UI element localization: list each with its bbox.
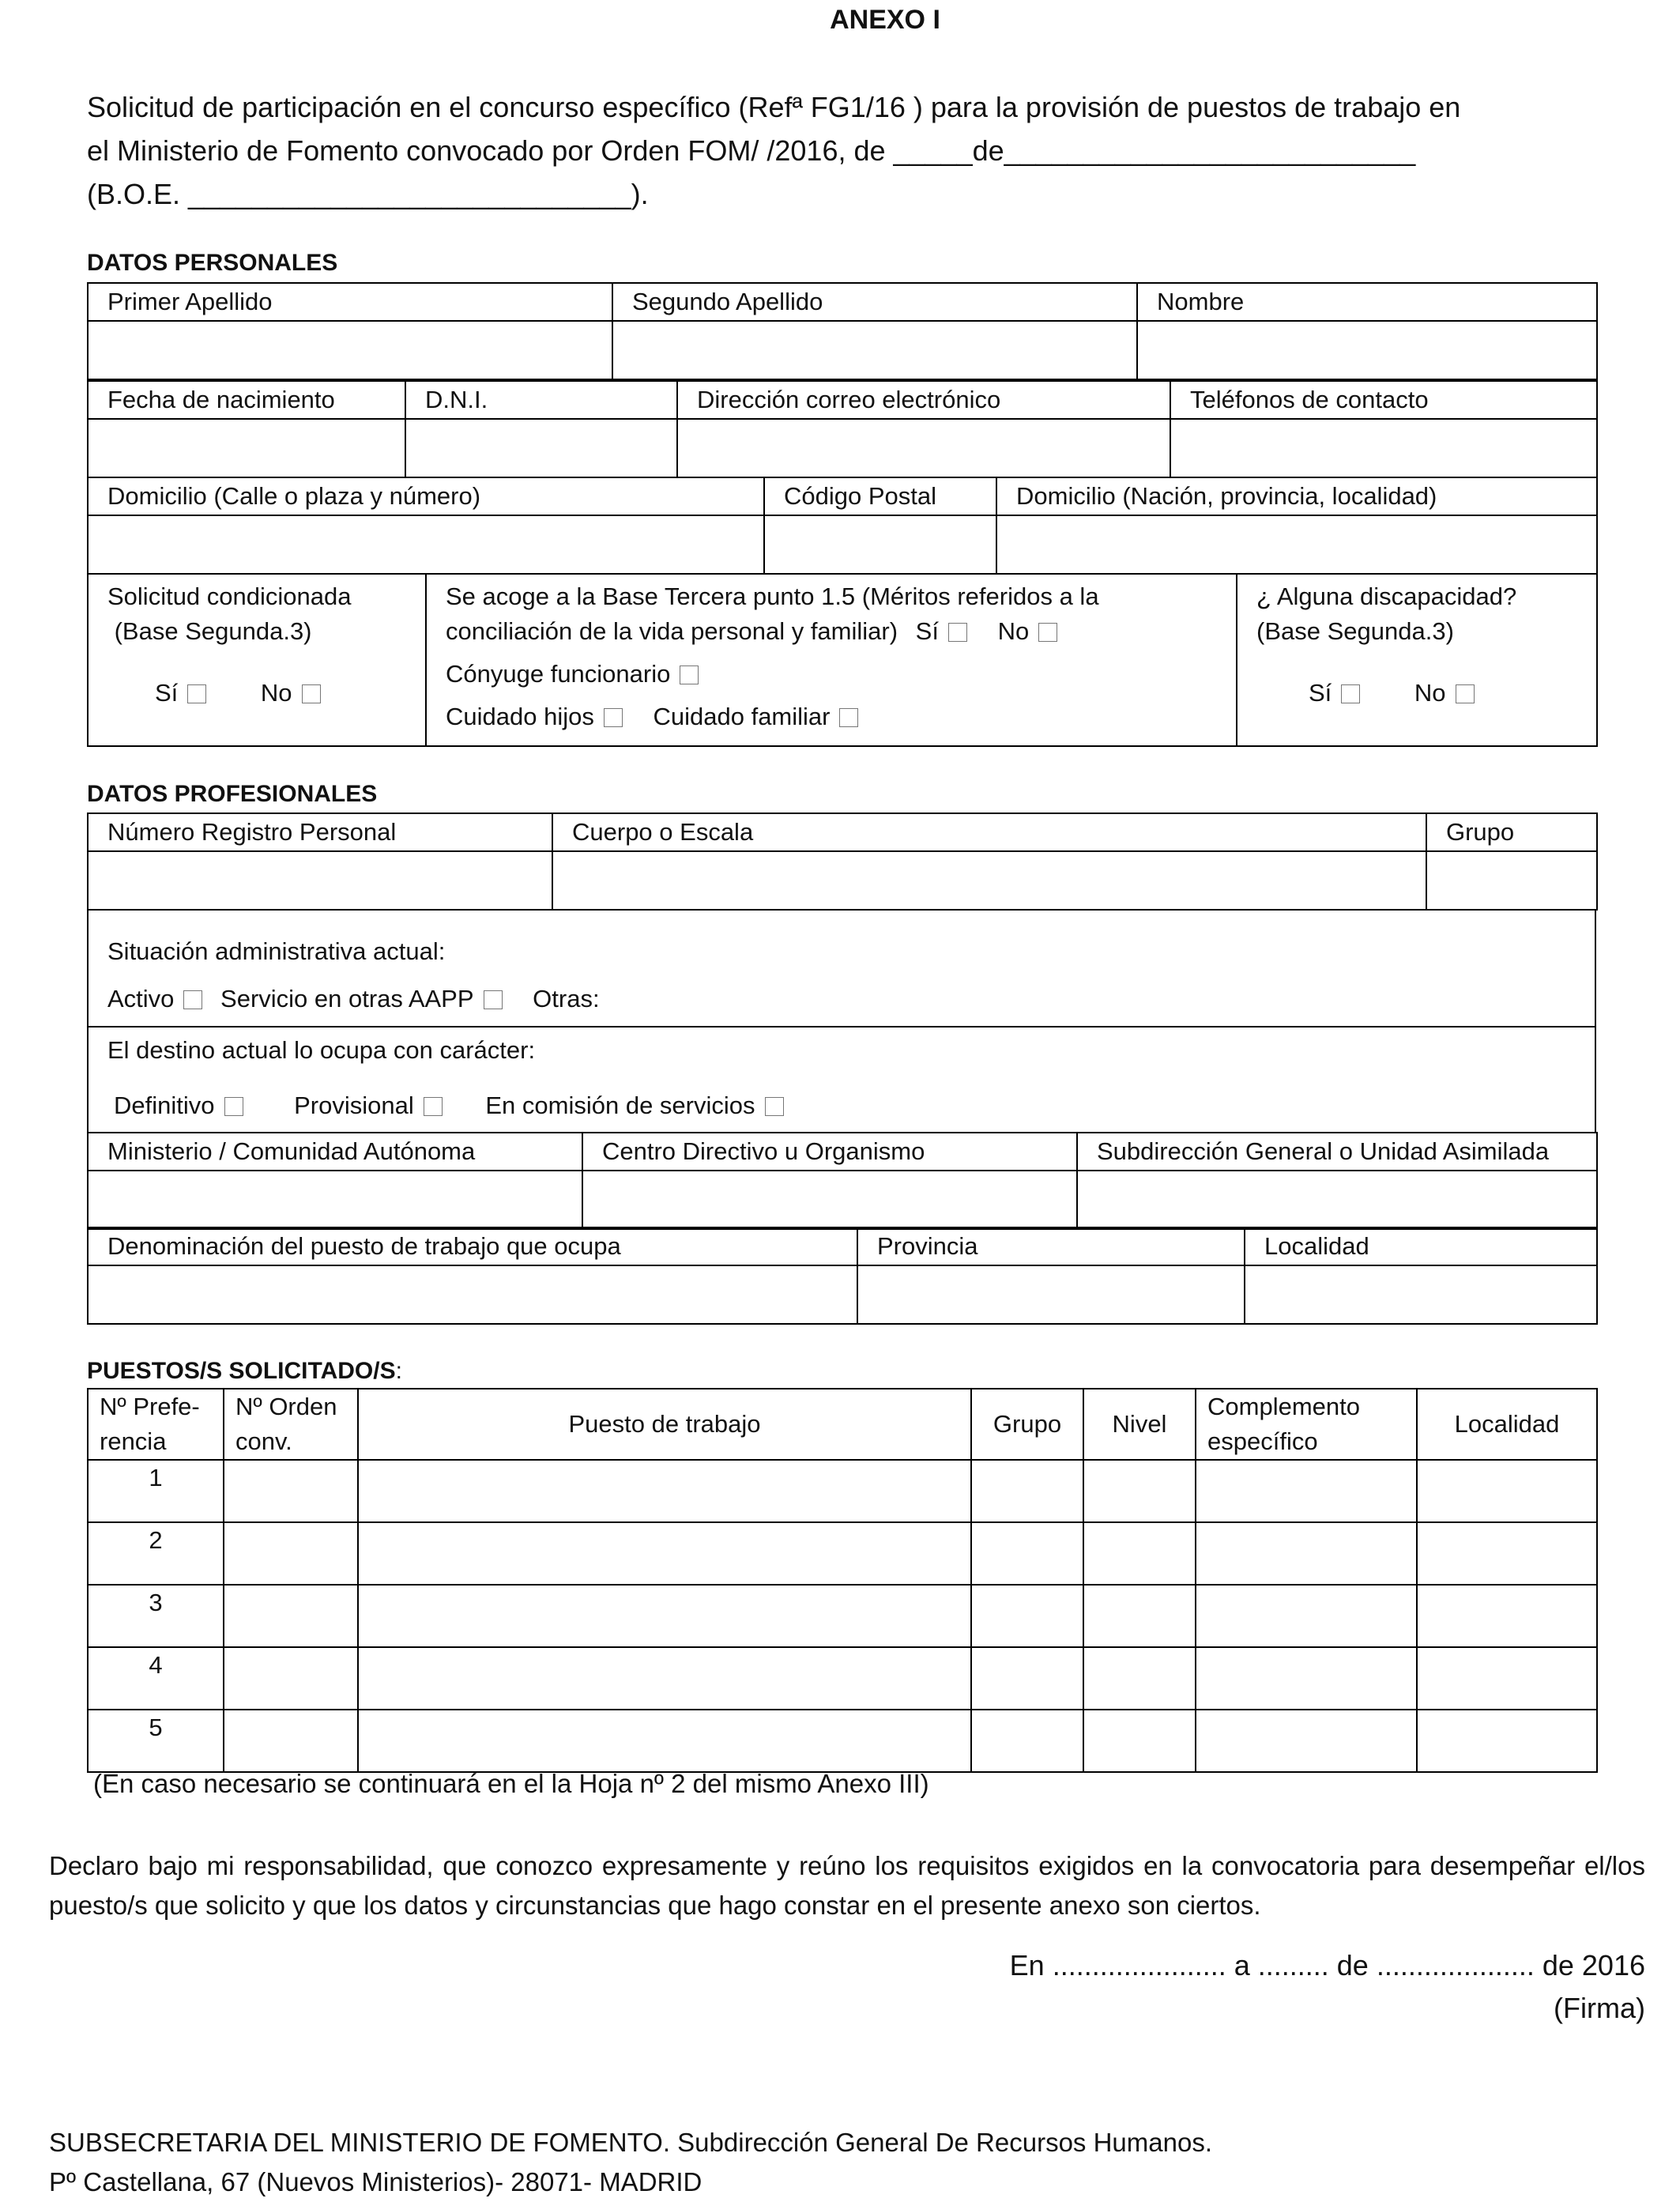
grupo-cell-field[interactable] bbox=[971, 1647, 1083, 1710]
document-title: ANEXO I bbox=[830, 5, 940, 35]
nrp-field[interactable] bbox=[88, 851, 552, 910]
otras-label: Otras: bbox=[533, 985, 600, 1012]
segundo-apellido-label: Segundo Apellido bbox=[612, 283, 1137, 321]
servicio-aapp-checkbox[interactable] bbox=[484, 990, 503, 1009]
intro-line-3: (B.O.E. ____________________________). bbox=[87, 178, 649, 210]
nombre-label: Nombre bbox=[1137, 283, 1597, 321]
nivel-field[interactable] bbox=[1083, 1522, 1196, 1585]
col-complemento-line-1: Complemento bbox=[1207, 1393, 1360, 1420]
professional-table-2 bbox=[87, 1132, 1598, 1230]
intro-line-2: el Ministerio de Fomento convocado por Orden FOM/ /2016, de _____de__________________________ bbox=[87, 134, 1416, 167]
puestos-heading-text: PUESTOS/S SOLICITADO/S bbox=[87, 1358, 396, 1384]
localidad-field[interactable] bbox=[1245, 1265, 1597, 1324]
codigo-postal-label: Código Postal bbox=[764, 477, 996, 515]
ministerio-field[interactable] bbox=[88, 1171, 582, 1229]
condicionada-label: Solicitud condicionada bbox=[107, 583, 352, 610]
condicionada-si-label: Sí bbox=[155, 679, 179, 707]
signature-place-date: En ...................... a ......... de .................... de 2016 bbox=[1009, 1949, 1645, 1981]
orden-field[interactable] bbox=[224, 1710, 358, 1772]
row-number: 4 bbox=[88, 1647, 224, 1710]
discapacidad-cell bbox=[1237, 574, 1597, 746]
table-row bbox=[88, 1647, 1597, 1710]
grupo-cell-field[interactable] bbox=[971, 1522, 1083, 1585]
comision-label: En comisión de servicios bbox=[485, 1092, 755, 1119]
nombre-field[interactable] bbox=[1137, 321, 1597, 379]
complemento-field[interactable] bbox=[1196, 1585, 1417, 1647]
grupo-cell-field[interactable] bbox=[971, 1585, 1083, 1647]
conyuge-checkbox[interactable] bbox=[680, 666, 699, 684]
complemento-field[interactable] bbox=[1196, 1460, 1417, 1522]
definitivo-label: Definitivo bbox=[114, 1092, 215, 1119]
col-orden-line-1: Nº Orden bbox=[235, 1393, 337, 1420]
signature-block bbox=[1010, 1944, 1645, 2030]
col-preferencia-line-1: Nº Prefe- bbox=[100, 1393, 200, 1420]
localidad-cell-field[interactable] bbox=[1417, 1710, 1597, 1772]
col-orden bbox=[224, 1389, 358, 1460]
professional-table-3 bbox=[87, 1227, 1598, 1325]
provincia-field[interactable] bbox=[857, 1265, 1245, 1324]
personal-options-table bbox=[87, 573, 1598, 747]
row-number: 5 bbox=[88, 1710, 224, 1772]
cuidado-hijos-label: Cuidado hijos bbox=[446, 703, 594, 730]
cuidado-familiar-checkbox[interactable] bbox=[839, 708, 858, 727]
signature-firma: (Firma) bbox=[1554, 1992, 1645, 2024]
intro-line-1: Solicitud de participación en el concurso específico (Refª FG1/16 ) para la provisión de puestos de trabajo en bbox=[87, 91, 1461, 123]
row-number: 1 bbox=[88, 1460, 224, 1522]
orden-field[interactable] bbox=[224, 1522, 358, 1585]
footer-line-2: Pº Castellana, 67 (Nuevos Ministerios)- 28071- MADRID bbox=[49, 2167, 703, 2196]
situacion-label: Situación administrativa actual: bbox=[107, 937, 446, 965]
complemento-field[interactable] bbox=[1196, 1522, 1417, 1585]
condicionada-base: (Base Segunda.3) bbox=[107, 617, 312, 645]
discapacidad-no-label: No bbox=[1414, 679, 1446, 707]
cuidado-familiar-label: Cuidado familiar bbox=[653, 703, 831, 730]
localidad-cell-field[interactable] bbox=[1417, 1647, 1597, 1710]
puestos-heading bbox=[87, 1358, 402, 1385]
nrp-label: Número Registro Personal bbox=[88, 813, 552, 851]
codigo-postal-field[interactable] bbox=[764, 515, 996, 574]
centro-directivo-label: Centro Directivo u Organismo bbox=[582, 1133, 1077, 1171]
denominacion-label: Denominación del puesto de trabajo que ocupa bbox=[88, 1227, 857, 1265]
base-tercera-si-checkbox[interactable] bbox=[948, 623, 967, 642]
comision-checkbox[interactable] bbox=[765, 1097, 784, 1116]
puestos-heading-colon: : bbox=[395, 1358, 402, 1384]
condicionada-cell bbox=[88, 574, 426, 746]
localidad-cell-field[interactable] bbox=[1417, 1585, 1597, 1647]
table-row bbox=[88, 1585, 1597, 1647]
primer-apellido-field[interactable] bbox=[88, 321, 612, 379]
row-number: 3 bbox=[88, 1585, 224, 1647]
dni-field[interactable] bbox=[405, 419, 677, 477]
puestos-table bbox=[87, 1388, 1598, 1773]
fecha-nacimiento-field[interactable] bbox=[88, 419, 405, 477]
nivel-field[interactable] bbox=[1083, 1647, 1196, 1710]
col-localidad: Localidad bbox=[1417, 1389, 1597, 1460]
grupo-field[interactable] bbox=[1426, 851, 1597, 910]
primer-apellido-label: Primer Apellido bbox=[88, 283, 612, 321]
personal-data-heading: DATOS PERSONALES bbox=[87, 250, 338, 276]
nivel-field[interactable] bbox=[1083, 1585, 1196, 1647]
subdireccion-label: Subdirección General o Unidad Asimilada bbox=[1077, 1133, 1597, 1171]
orden-field[interactable] bbox=[224, 1460, 358, 1522]
ministerio-label: Ministerio / Comunidad Autónoma bbox=[88, 1133, 582, 1171]
professional-data-heading: DATOS PROFESIONALES bbox=[87, 781, 378, 807]
table-row bbox=[88, 1522, 1597, 1585]
condicionada-no-label: No bbox=[260, 679, 292, 707]
base-tercera-no-label: No bbox=[997, 617, 1030, 645]
base-tercera-no-checkbox[interactable] bbox=[1038, 623, 1057, 642]
footer bbox=[49, 2123, 1212, 2202]
base-tercera-cell bbox=[426, 574, 1237, 746]
domicilio-calle-field[interactable] bbox=[88, 515, 764, 574]
col-complemento bbox=[1196, 1389, 1417, 1460]
conyuge-label: Cónyuge funcionario bbox=[446, 660, 671, 688]
localidad-cell-field[interactable] bbox=[1417, 1522, 1597, 1585]
discapacidad-label: ¿ Alguna discapacidad? bbox=[1256, 583, 1517, 610]
personal-table-2 bbox=[87, 380, 1598, 478]
destino-block bbox=[87, 1026, 1596, 1133]
continuation-note: (En caso necesario se continuará en el la Hoja nº 2 del mismo Anexo III) bbox=[93, 1769, 929, 1798]
nivel-field[interactable] bbox=[1083, 1710, 1196, 1772]
puesto-field[interactable] bbox=[358, 1585, 971, 1647]
table-row bbox=[88, 1710, 1597, 1772]
activo-checkbox[interactable] bbox=[183, 990, 202, 1009]
condicionada-si-checkbox[interactable] bbox=[187, 684, 206, 703]
discapacidad-base: (Base Segunda.3) bbox=[1256, 617, 1454, 645]
nivel-field[interactable] bbox=[1083, 1460, 1196, 1522]
footer-line-1: SUBSECRETARIA DEL MINISTERIO DE FOMENTO. Subdirección General De Recursos Humanos. bbox=[49, 2128, 1212, 2157]
base-tercera-line-1: Se acoge a la Base Tercera punto 1.5 (Méritos referidos a la bbox=[446, 583, 1099, 610]
provisional-checkbox[interactable] bbox=[424, 1097, 443, 1116]
col-preferencia-line-2: rencia bbox=[100, 1427, 167, 1455]
cuidado-hijos-checkbox[interactable] bbox=[604, 708, 623, 727]
puesto-field[interactable] bbox=[358, 1522, 971, 1585]
grupo-cell-field[interactable] bbox=[971, 1710, 1083, 1772]
fecha-nacimiento-label: Fecha de nacimiento bbox=[88, 381, 405, 419]
grupo-label: Grupo bbox=[1426, 813, 1597, 851]
declaration-paragraph: Declaro bajo mi responsabilidad, que conozco expresamente y reúno los requisitos exigidos en la convocatoria para desempeñar el/los puesto/s que solicito y que los datos y circunstancias que hago constar en el presente anexo son ciertos. bbox=[49, 1851, 1645, 1920]
col-puesto: Puesto de trabajo bbox=[358, 1389, 971, 1460]
table-row bbox=[88, 1460, 1597, 1522]
orden-field[interactable] bbox=[224, 1585, 358, 1647]
col-complemento-line-2: específico bbox=[1207, 1427, 1318, 1455]
base-tercera-line-2: conciliación de la vida personal y familiar) bbox=[446, 617, 898, 645]
cuerpo-escala-field[interactable] bbox=[552, 851, 1426, 910]
activo-label: Activo bbox=[107, 985, 175, 1012]
col-nivel: Nivel bbox=[1083, 1389, 1196, 1460]
cuerpo-escala-label: Cuerpo o Escala bbox=[552, 813, 1426, 851]
email-label: Dirección correo electrónico bbox=[677, 381, 1170, 419]
servicio-aapp-label: Servicio en otras AAPP bbox=[220, 985, 474, 1012]
base-tercera-si-label: Sí bbox=[915, 617, 939, 645]
condicionada-no-checkbox[interactable] bbox=[302, 684, 321, 703]
personal-table-1 bbox=[87, 282, 1598, 380]
col-preferencia bbox=[88, 1389, 224, 1460]
discapacidad-si-checkbox[interactable] bbox=[1341, 684, 1360, 703]
puesto-field[interactable] bbox=[358, 1460, 971, 1522]
localidad-cell-field[interactable] bbox=[1417, 1460, 1597, 1522]
personal-table-3 bbox=[87, 477, 1598, 575]
telefonos-label: Teléfonos de contacto bbox=[1170, 381, 1597, 419]
col-orden-line-2: conv. bbox=[235, 1427, 292, 1455]
definitivo-checkbox[interactable] bbox=[224, 1097, 243, 1116]
email-field[interactable] bbox=[677, 419, 1170, 477]
destino-label: El destino actual lo ocupa con carácter: bbox=[107, 1036, 536, 1064]
domicilio-localidad-label: Domicilio (Nación, provincia, localidad) bbox=[996, 477, 1597, 515]
domicilio-calle-label: Domicilio (Calle o plaza y número) bbox=[88, 477, 764, 515]
col-grupo: Grupo bbox=[971, 1389, 1083, 1460]
intro-paragraph bbox=[87, 85, 1604, 216]
telefonos-field[interactable] bbox=[1170, 419, 1597, 477]
provincia-label: Provincia bbox=[857, 1227, 1245, 1265]
denominacion-field[interactable] bbox=[88, 1265, 857, 1324]
professional-table-1 bbox=[87, 813, 1598, 911]
puesto-field[interactable] bbox=[358, 1710, 971, 1772]
segundo-apellido-field[interactable] bbox=[612, 321, 1137, 379]
localidad-label: Localidad bbox=[1245, 1227, 1597, 1265]
provisional-label: Provisional bbox=[294, 1092, 414, 1119]
puesto-field[interactable] bbox=[358, 1647, 971, 1710]
subdireccion-field[interactable] bbox=[1077, 1171, 1597, 1229]
grupo-cell-field[interactable] bbox=[971, 1460, 1083, 1522]
row-number: 2 bbox=[88, 1522, 224, 1585]
centro-directivo-field[interactable] bbox=[582, 1171, 1077, 1229]
orden-field[interactable] bbox=[224, 1647, 358, 1710]
dni-label: D.N.I. bbox=[405, 381, 677, 419]
discapacidad-no-checkbox[interactable] bbox=[1456, 684, 1475, 703]
complemento-field[interactable] bbox=[1196, 1647, 1417, 1710]
complemento-field[interactable] bbox=[1196, 1710, 1417, 1772]
discapacidad-si-label: Sí bbox=[1309, 679, 1332, 707]
domicilio-localidad-field[interactable] bbox=[996, 515, 1597, 574]
situacion-block bbox=[87, 911, 1596, 1027]
